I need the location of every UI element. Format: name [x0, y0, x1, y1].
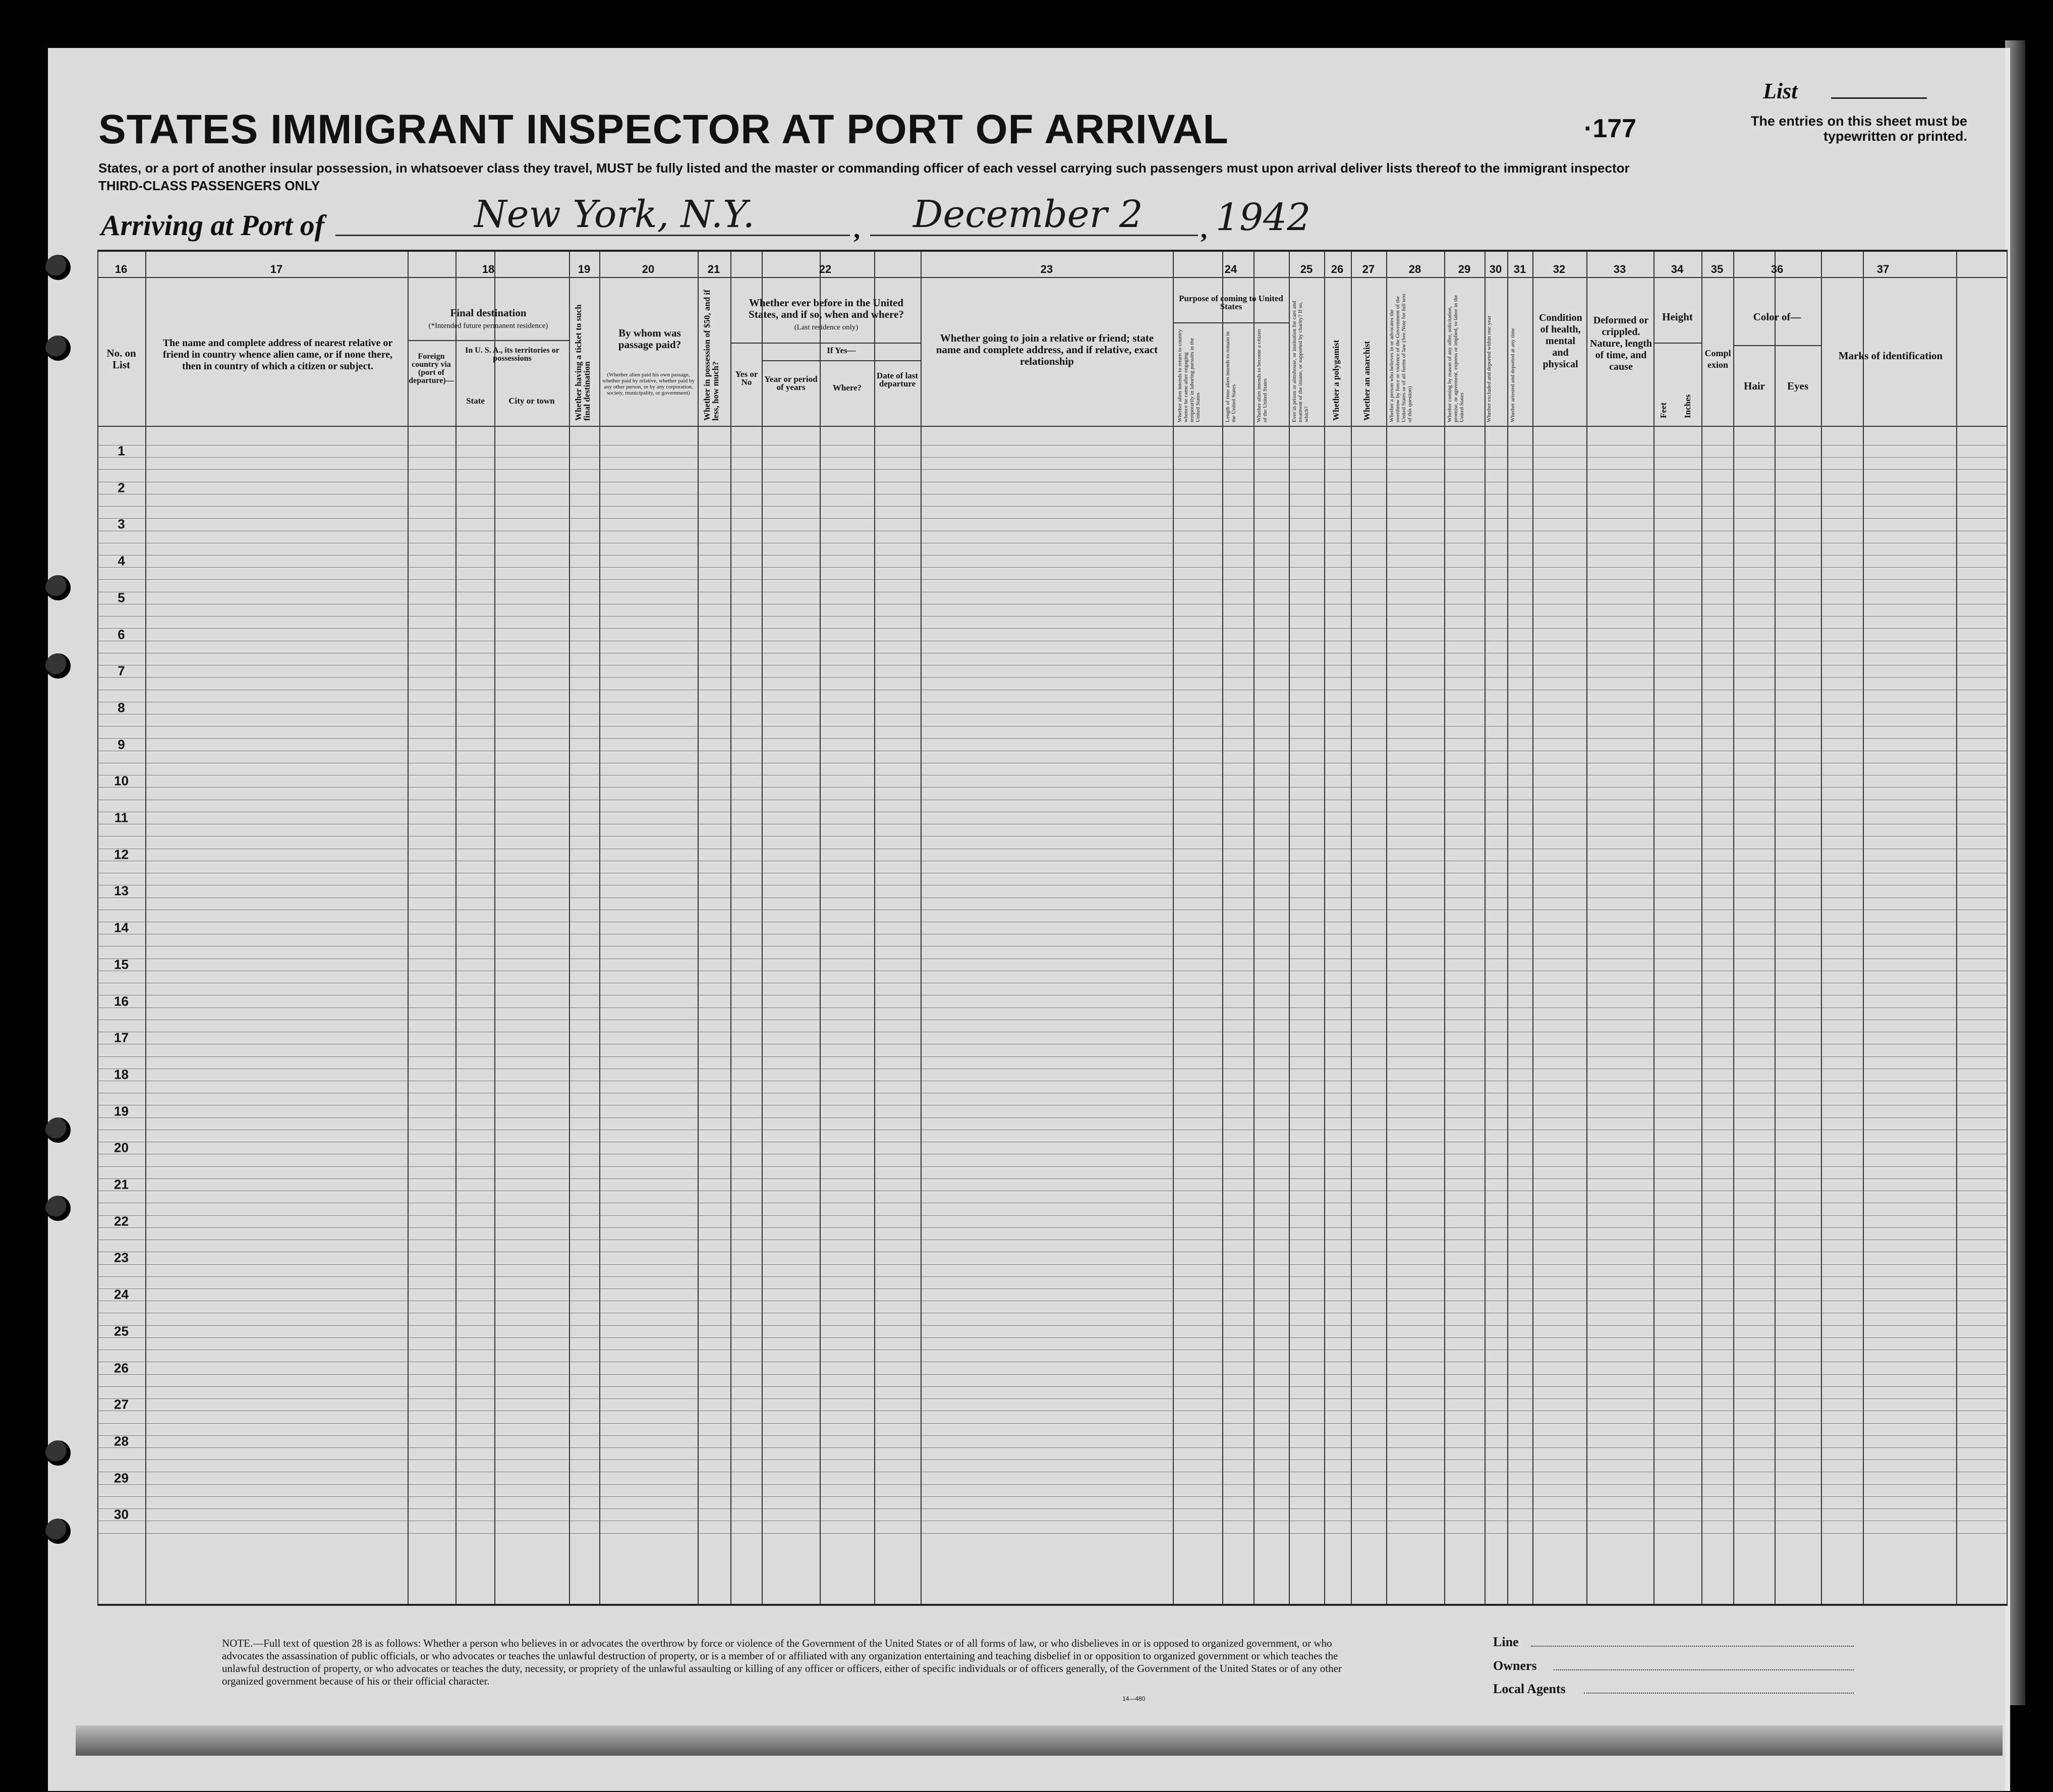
subheader-divider — [1733, 345, 1821, 346]
row-rule — [97, 1276, 2008, 1277]
entries-note: The entries on this sheet must be typewritten or printed. — [1750, 114, 1967, 144]
local-agents-label-text: Local Agents — [1493, 1682, 1566, 1696]
row-rule — [97, 506, 2008, 507]
passenger-class-line: THIRD-CLASS PASSENGERS ONLY — [98, 178, 320, 193]
punch-hole-icon — [45, 1440, 71, 1466]
subheader-divider — [1653, 343, 1701, 344]
owners-label — [1493, 1658, 1537, 1673]
row-rule — [97, 628, 2008, 629]
header-height: Height — [1662, 311, 1693, 323]
row-number: 25 — [114, 1323, 129, 1339]
owners-label-text: Owners — [1493, 1658, 1537, 1673]
subheader-divider — [730, 343, 921, 344]
row-rule — [97, 469, 2008, 470]
row-number: 7 — [118, 663, 125, 679]
column-divider — [1351, 252, 1352, 1604]
column-number: 24 — [1224, 263, 1237, 275]
column-divider — [2007, 252, 2008, 1604]
row-number: 22 — [114, 1213, 129, 1229]
row-rule — [97, 1007, 2008, 1008]
column-number: 35 — [1710, 263, 1724, 275]
header-if-yes: If Yes— — [827, 346, 856, 355]
column-number: 17 — [270, 263, 283, 275]
row-rule — [97, 1215, 2008, 1216]
row-rule — [97, 1264, 2008, 1265]
punch-hole-icon — [45, 575, 71, 600]
punch-hole-icon — [45, 1117, 71, 1143]
header-polygamist: Whether a polygamist — [1331, 340, 1341, 421]
local-agents-field[interactable] — [1584, 1693, 1854, 1694]
column-number: 25 — [1300, 263, 1313, 275]
column-number: 37 — [1876, 263, 1890, 275]
header-condition: Condition of health, mental and physical — [1539, 312, 1582, 370]
header-nearest-relative: The name and complete address of nearest relative or friend in country whence alien came, or if none there, then in country of which a citizen or subject. — [162, 338, 393, 372]
column-number: 22 — [819, 263, 832, 275]
header-color-of: Color of— — [1753, 311, 1801, 323]
column-number: 28 — [1408, 263, 1421, 275]
line-label — [1493, 1635, 1519, 1650]
manifest-table — [97, 250, 2008, 1606]
column-divider — [1173, 252, 1174, 1604]
separator: , — [853, 215, 860, 244]
header-deformed: Deformed or crippled. Nature, length of time, and cause — [1590, 315, 1652, 372]
row-rule — [97, 1337, 2008, 1338]
column-number-divider — [97, 277, 2008, 278]
column-divider — [762, 252, 763, 1604]
row-rule — [97, 1447, 2008, 1448]
date-value: December 2 — [913, 193, 1143, 236]
list-number: ·177 — [1584, 114, 1637, 143]
row-number: 23 — [114, 1250, 129, 1265]
row-rule — [97, 518, 2008, 519]
year-value: 1942 — [1216, 196, 1311, 239]
row-number: 27 — [114, 1396, 129, 1412]
column-number: 19 — [578, 263, 591, 275]
column-divider — [408, 252, 409, 1604]
header-city-or-town: City or town — [508, 396, 555, 406]
row-rule — [97, 1423, 2008, 1424]
form-number: 14—480 — [1122, 1695, 1146, 1702]
last-residence-only-label: (Last residence only) — [794, 323, 859, 331]
row-number: 4 — [118, 553, 125, 569]
column-number: 30 — [1489, 263, 1502, 275]
row-number: 8 — [118, 700, 125, 715]
column-divider — [1775, 252, 1776, 1604]
column-number: 20 — [642, 263, 655, 275]
header-yes-or-no: Yes or No — [735, 369, 758, 387]
header-purpose: Purpose of coming to United States — [1179, 294, 1283, 311]
column-divider — [1701, 252, 1702, 1604]
column-divider — [1289, 252, 1290, 1604]
row-rule — [97, 567, 2008, 568]
header-purpose-return: Whether alien intends to return to country whence he came after engaging temporarily in laboring pursuits in the United States — [1177, 329, 1201, 422]
column-number: 27 — [1362, 263, 1375, 275]
column-divider — [1863, 252, 1864, 1604]
owners-field[interactable] — [1554, 1669, 1854, 1670]
column-divider — [1733, 252, 1734, 1604]
row-number: 10 — [114, 773, 129, 789]
sheet-bottom-edge — [76, 1725, 2003, 1756]
row-rule — [97, 1508, 2008, 1509]
row-rule — [97, 787, 2008, 788]
row-number: 2 — [118, 480, 125, 495]
header-anarchist: Whether an anarchist — [1362, 341, 1372, 421]
row-rule — [97, 1227, 2008, 1228]
column-divider — [145, 252, 146, 1604]
header-complexion: Complexion — [1704, 348, 1731, 370]
row-number: 16 — [114, 993, 129, 1009]
header-year-or-period: Year or period of years — [764, 374, 818, 392]
punch-hole-icon — [45, 653, 71, 679]
column-number: 33 — [1613, 263, 1626, 275]
column-divider — [1222, 252, 1223, 1604]
header-no-on-list: No. on List — [106, 347, 136, 371]
column-divider — [1532, 252, 1533, 1604]
header-feet: Feet — [1659, 402, 1668, 418]
row-number: 1 — [118, 443, 125, 459]
row-number: 26 — [114, 1360, 129, 1375]
list-number-value: 177 — [1592, 114, 1637, 143]
header-ever-before — [733, 297, 920, 332]
column-divider — [1444, 252, 1445, 1604]
arriving-label: Arriving at Port of — [101, 209, 325, 242]
column-divider — [1386, 252, 1387, 1604]
column-number: 16 — [115, 263, 128, 275]
row-number: 12 — [114, 847, 129, 862]
column-divider — [455, 252, 457, 1604]
row-rule — [97, 1496, 2008, 1497]
row-rule — [97, 1166, 2008, 1167]
row-rule — [97, 1484, 2008, 1485]
header-state: State — [466, 396, 485, 406]
row-number: 11 — [114, 810, 129, 825]
question-28-note: NOTE.—Full text of question 28 is as follows: Whether a person who believes in or advocates the overthrow by force or violence of the Government of the United States or of all forms of law, or who disbelieves in or is opposed to organized government, or who advocates the assassination of public officials, or who advocates or teaches the unlawful destruction of property, or is a member of or affiliated with any organization entertaining and teaching disbelief in or opposition to organized government or which teaches the unlawful destruction of property, or who advocates or teaches the duty, necessity, or propriety of the unlawful assaulting or killing of any officer or officers, either of specific individuals or of officers generally, of the Government of the United States or of any other organized government because of his or their official character. — [222, 1637, 1342, 1687]
header-purpose-citizen: Whether alien intends to become a citizen of the United States — [1256, 329, 1268, 422]
punch-hole-icon — [45, 1196, 71, 1221]
port-value: New York, N.Y. — [474, 193, 755, 236]
page-title: STATES IMMIGRANT INSPECTOR AT PORT OF ARRIVAL — [98, 106, 1229, 152]
row-rule — [97, 579, 2008, 580]
header-subtext: States, or a port of another insular possession, in whatsoever class they travel, MUST be fully listed and the master or commanding officer of each vessel carrying such passengers must upon arrival deliver lists thereof to the immigrant inspector — [98, 160, 1630, 176]
subheader-divider — [408, 340, 569, 341]
column-number: 29 — [1458, 263, 1471, 275]
list-line — [1831, 97, 1927, 99]
column-divider — [1507, 252, 1508, 1604]
list-label: List — [1763, 79, 1798, 103]
header-by-whom-paid-note: (Whether alien paid his own passage, whether paid by relative, whether paid by any other person, or by any corporation, society, municipality, or government) — [602, 372, 695, 396]
column-divider — [1653, 252, 1655, 1604]
header-excluded: Whether excluded and deported within one year — [1486, 315, 1492, 422]
header-date-last-departure: Date of last departure — [876, 371, 919, 388]
column-divider — [921, 252, 922, 1604]
row-number: 21 — [114, 1177, 129, 1192]
header-marks: Marks of identification — [1838, 350, 1943, 362]
column-divider — [730, 252, 731, 1604]
header-overthrow: Whether a person who believes in or advocates the overthrow by force or violence of the Government of the United States or of all forms of law (See Note for full text of this question) — [1389, 294, 1413, 422]
row-rule — [97, 1533, 2008, 1534]
header-inches: Inches — [1683, 394, 1692, 418]
column-divider — [494, 252, 495, 1604]
header-arrested: Whether arrested and deported at any time — [1510, 328, 1516, 422]
row-number: 17 — [114, 1030, 129, 1045]
row-number: 14 — [114, 920, 129, 935]
row-number: 24 — [114, 1286, 129, 1302]
row-rule — [97, 1435, 2008, 1436]
ever-before-label: Whether ever before in the United States, and if so, when and where? — [749, 297, 904, 320]
punch-hole-icon — [45, 255, 71, 280]
header-body-divider — [97, 426, 2008, 427]
row-number: 19 — [114, 1103, 129, 1119]
row-number: 3 — [118, 516, 125, 532]
line-field[interactable] — [1531, 1646, 1854, 1647]
header-possession-50: Whether in possession of $50, and if less, how much? — [702, 290, 720, 421]
column-number: 26 — [1331, 263, 1344, 275]
row-number: 30 — [114, 1506, 129, 1522]
header-ticket: Whether having a ticket to such final destination — [574, 304, 592, 421]
row-rule — [97, 1117, 2008, 1118]
row-rule — [97, 1398, 2008, 1399]
column-number: 34 — [1671, 263, 1684, 275]
column-number: 36 — [1771, 263, 1784, 275]
subheader-divider — [762, 360, 921, 361]
row-rule — [97, 1056, 2008, 1057]
column-number: 21 — [707, 263, 720, 275]
row-number: 13 — [114, 883, 129, 899]
column-divider — [599, 252, 600, 1604]
row-number: 5 — [118, 590, 125, 605]
subheader-divider — [1173, 322, 1289, 323]
column-divider — [698, 252, 699, 1604]
final-destination-note: (*Intended future permanent residence) — [428, 322, 548, 330]
row-rule — [97, 1325, 2008, 1326]
column-number: 32 — [1553, 263, 1566, 275]
header-final-destination — [410, 307, 566, 330]
column-divider — [1485, 252, 1486, 1604]
row-rule — [97, 457, 2008, 458]
column-divider — [1821, 252, 1822, 1604]
punch-hole-icon — [45, 1519, 71, 1544]
column-divider — [820, 252, 821, 1604]
column-divider — [1956, 252, 1957, 1604]
header-join-relative: Whether going to join a relative or friend; state name and complete address, and if relative, exact relationship — [936, 332, 1158, 367]
column-divider — [874, 252, 875, 1604]
row-number: 28 — [114, 1433, 129, 1449]
header-in-usa: In U. S. A., its territories or possessions — [465, 346, 559, 363]
row-rule — [97, 738, 2008, 739]
header-hair: Hair — [1744, 380, 1765, 392]
row-rule — [97, 616, 2008, 617]
row-number: 20 — [114, 1140, 129, 1155]
column-divider — [1586, 252, 1587, 1604]
row-number: 18 — [114, 1067, 129, 1082]
column-divider — [1253, 252, 1254, 1604]
row-number: 29 — [114, 1470, 129, 1486]
row-number: 6 — [118, 627, 125, 642]
line-label-text: Line — [1493, 1635, 1519, 1649]
header-eyes: Eyes — [1787, 380, 1808, 392]
header-purpose-length: Length of time alien intends to remain in the United States — [1225, 331, 1237, 422]
header-offer: Whether coming by reason of any offer, solicitation, promise, or agreement, express or implied, to labor in the United States — [1447, 295, 1465, 422]
punch-hole-icon — [45, 335, 71, 361]
header-by-whom-paid: By whom was passage paid? — [618, 327, 681, 351]
separator: , — [1201, 215, 1207, 244]
column-number: 31 — [1513, 263, 1526, 275]
row-rule — [97, 677, 2008, 678]
row-rule — [97, 1386, 2008, 1387]
row-rule — [97, 1374, 2008, 1375]
row-number: 9 — [118, 737, 125, 752]
header-where: Where? — [832, 383, 862, 393]
local-agents-label — [1493, 1682, 1566, 1697]
final-destination-label: Final destination — [450, 307, 527, 319]
column-divider — [569, 252, 570, 1604]
header-prison: Ever in prison or almshouse, or institution for care and treatment of the insane, or supported by charity? If so, which? — [1291, 301, 1309, 422]
header-foreign-country: Foreign country via (port of departure)— — [409, 352, 454, 385]
column-divider — [1324, 252, 1325, 1604]
column-number: 23 — [1040, 263, 1053, 275]
column-number: 18 — [482, 263, 495, 275]
row-number: 15 — [114, 957, 129, 972]
